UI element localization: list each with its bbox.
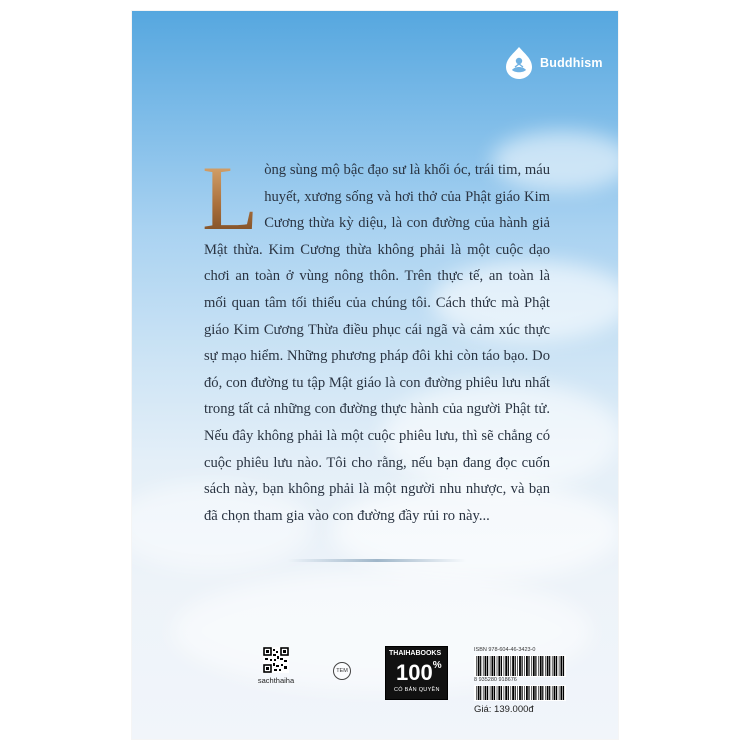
isbn-label: ISBN 978-604-46-3423-0 <box>474 647 536 653</box>
isbn-barcode <box>474 655 566 677</box>
blurb-text: òng sùng mộ bậc đạo sư là khối óc, trái tim, máu huyết, xương sống và hơi thở của Phật giáo Kim Cương thừa kỳ diệu, là con đường của hành giả Mật thừa. Kim Cương thừa không phải là một cuộc dạo chơi an toàn ở vùng nông thôn. Trên thực tế, an toàn là mối quan tâm tối thiểu của chúng tôi. Cách thức mà Phật giáo Kim Cương Thừa điều phục cái ngã và cảm xúc thực sự mạo hiểm. Những phương pháp đôi khi còn táo bạo. Do đó, con đường tu tập Mật giáo là con đường phiêu lưu nhất trong tất cả những con đường thực hành của người Phật tử. Nếu đây không phải là một cuộc phiêu lưu, thì sẽ chẳng có cuộc phiêu lưu nào. Tôi cho rằng, nếu bạn đang đọc cuốn sách này, bạn không phải là một người nhu nhược, và bạn đã chọn tham gia vào con đường đầy rủi ro này... <box>204 162 550 524</box>
qr-label: sachthaiha <box>257 676 295 685</box>
copyright-text: CÓ BẢN QUYỀN <box>394 687 440 693</box>
buddhism-logo <box>504 45 603 81</box>
book-back-cover <box>132 11 618 739</box>
bodhi-leaf-icon <box>504 45 534 81</box>
publisher-name: THAIHABOOKS <box>389 650 442 657</box>
qr-code-block <box>256 647 296 685</box>
copyright-hundred: 100% <box>396 660 442 685</box>
drop-cap: L <box>202 147 259 249</box>
blurb-paragraph <box>202 147 550 529</box>
barcode-number: 8 935280 918676 <box>474 677 517 683</box>
tem-stamp: TEM <box>333 662 351 680</box>
price-label: Giá: 139.000đ <box>474 704 534 715</box>
price-barcode <box>474 685 566 701</box>
logo-text: Buddhism <box>540 56 603 70</box>
publisher-badge <box>385 646 448 700</box>
qr-code-icon <box>263 647 289 673</box>
divider-line <box>288 559 466 562</box>
barcode-block <box>474 647 574 715</box>
